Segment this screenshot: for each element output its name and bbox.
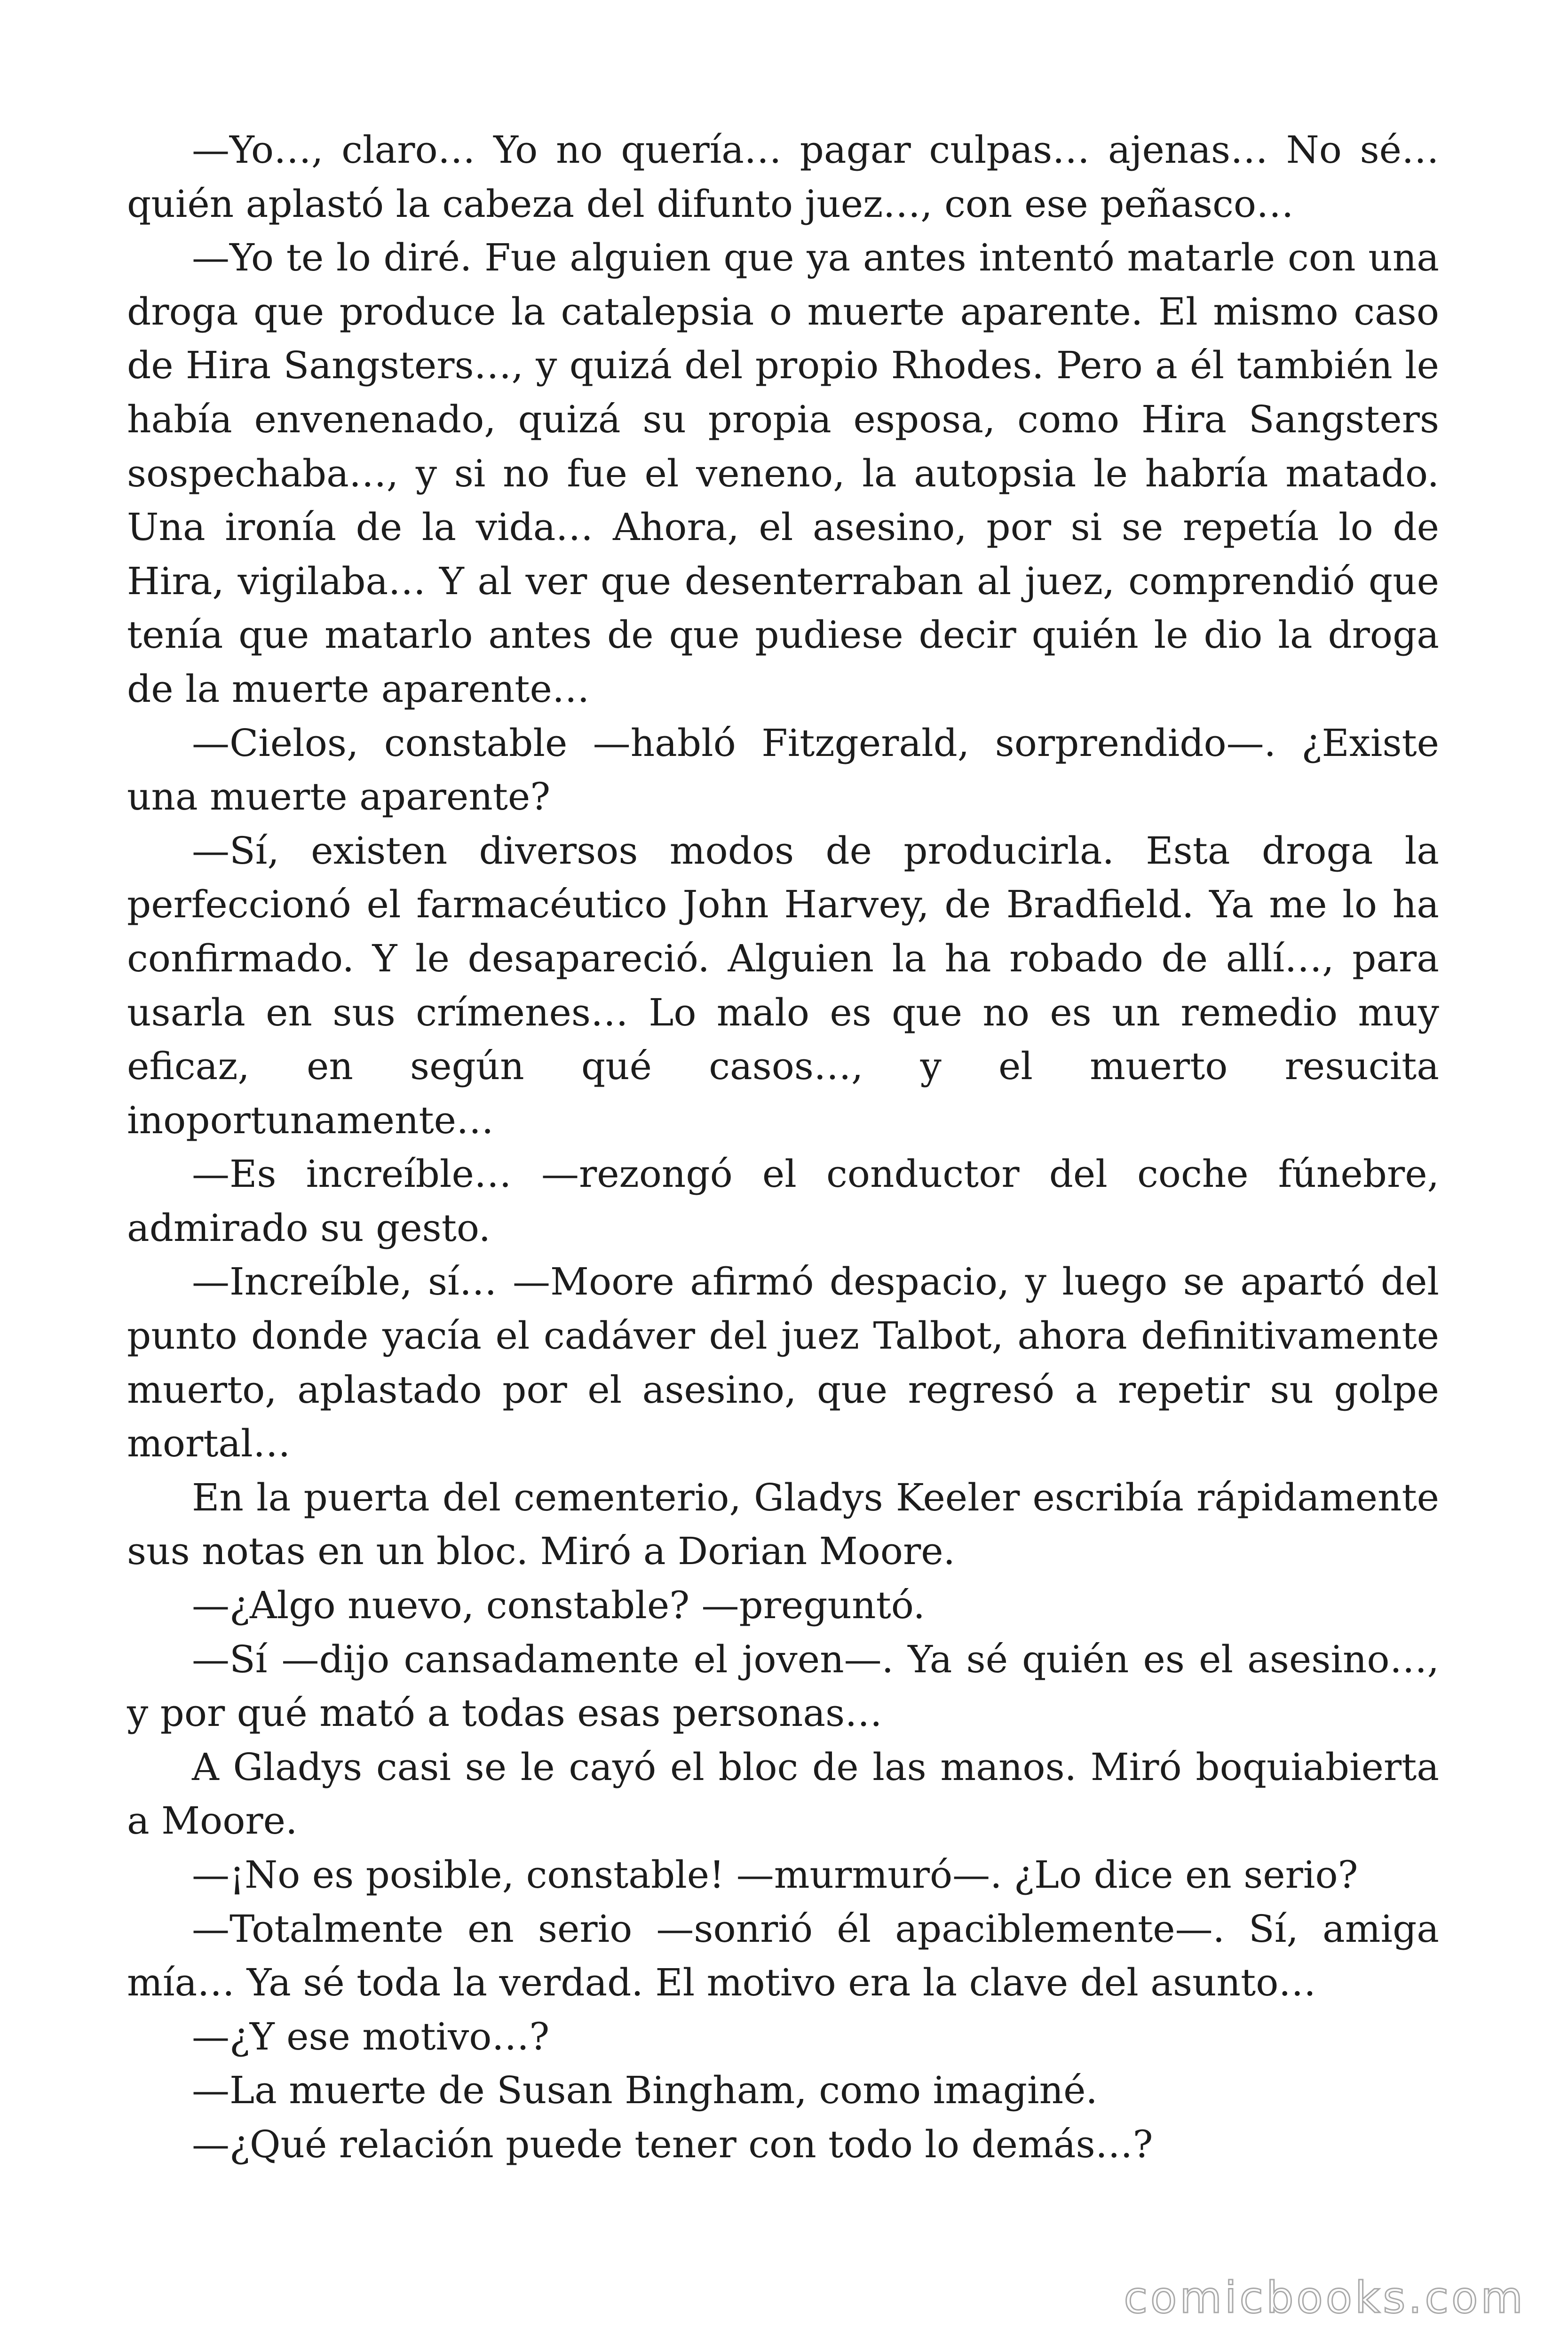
- paragraph: En la puerta del cementerio, Gladys Keeler escribía rápidamente sus notas en un bloc. Miró a Dorian Moore.: [127, 1475, 1439, 1573]
- paragraph: —Totalmente en serio —sonrió él apaciblemente—. Sí, amiga mía… Ya sé toda la verdad. El motivo era la clave del asunto…: [127, 1907, 1439, 2005]
- paragraph: —¡No es posible, constable! —murmuró—. ¿Lo dice en serio?: [192, 1853, 1358, 1897]
- paragraph: —Es increíble… —rezongó el conductor del coche fúnebre, admirado su gesto.: [127, 1152, 1439, 1250]
- body-text: [127, 123, 1439, 2172]
- paragraph: —La muerte de Susan Bingham, como imaginé.: [192, 2068, 1098, 2113]
- paragraph: —Increíble, sí… —Moore afirmó despacio, y luego se apartó del punto donde yacía el cadáver del juez Talbot, ahora definitivamente muerto, aplastado por el asesino, que regresó a repetir su golpe mortal…: [127, 1260, 1439, 1466]
- paragraph: —¿Qué relación puede tener con todo lo demás…?: [192, 2122, 1153, 2166]
- paragraph: —Yo…, claro… Yo no quería… pagar culpas… ajenas… No sé… quién aplastó la cabeza del difunto juez…, con ese peñasco…: [127, 128, 1439, 226]
- watermark: comicbooks.com: [1124, 2273, 1526, 2323]
- paragraph: —¿Y ese motivo…?: [192, 2014, 550, 2058]
- paragraph: A Gladys casi se le cayó el bloc de las manos. Miró boquiabierta a Moore.: [127, 1745, 1439, 1843]
- paragraph: —Sí, existen diversos modos de producirla. Esta droga la perfeccionó el farmacéutico John Harvey, de Bradfield. Ya me lo ha confirmado. Y le desapareció. Alguien la ha robado de allí…, para usarla en sus crímenes… Lo malo es que no es un remedio muy eficaz, en según qué casos…, y el muerto resucita inoportunamente…: [127, 828, 1439, 1142]
- paragraph: —Yo te lo diré. Fue alguien que ya antes intentó matarle con una droga que produce la catalepsia o muerte aparente. El mismo caso de Hira Sangsters…, y quizá del propio Rhodes. Pero a él también le había envenenado, quizá su propia esposa, como Hira Sangsters sospechaba…, y si no fue el veneno, la autopsia le habría matado. Una ironía de la vida… Ahora, el asesino, por si se repetía lo de Hira, vigilaba… Y al ver que desenterraban al juez, comprendió que tenía que matarlo antes de que pudiese decir quién le dio la droga de la muerte aparente…: [127, 236, 1439, 711]
- paragraph: —Cielos, constable —habló Fitzgerald, sorprendido—. ¿Existe una muerte aparente?: [127, 721, 1439, 819]
- paragraph: —¿Algo nuevo, constable? —preguntó.: [192, 1583, 925, 1628]
- paragraph: —Sí —dijo cansadamente el joven—. Ya sé quién es el asesino…, y por qué mató a todas esas personas…: [127, 1637, 1439, 1735]
